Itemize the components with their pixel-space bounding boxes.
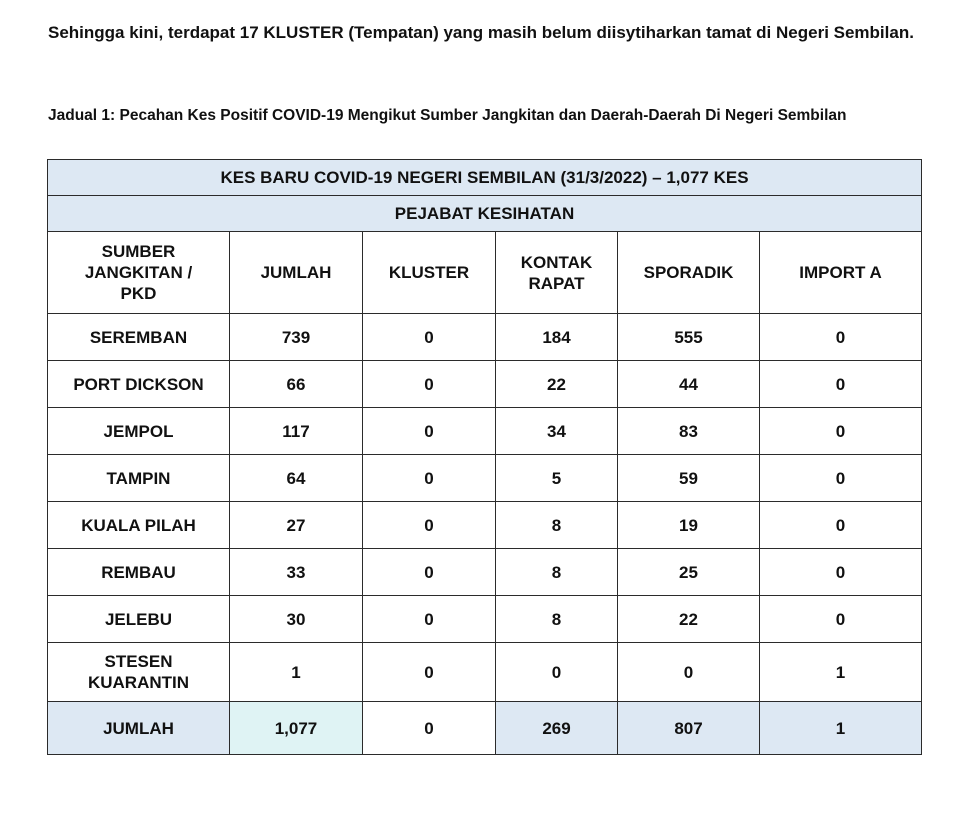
header-kluster: KLUSTER [363,232,496,314]
table-total-row [48,702,922,755]
total-import: 1 [760,702,922,755]
covid-cases-table [47,159,922,755]
cell-sporadik: 22 [618,596,760,643]
table-row [48,455,922,502]
table-subtitle-row [48,196,922,232]
cell-import: 0 [760,361,922,408]
cell-kontak: 8 [496,596,618,643]
cell-kluster: 0 [363,408,496,455]
cell-kluster: 0 [363,596,496,643]
cell-kluster: 0 [363,361,496,408]
cell-kontak: 22 [496,361,618,408]
cell-pkd [48,643,230,702]
header-sporadik: SPORADIK [618,232,760,314]
cell-sporadik: 83 [618,408,760,455]
cell-import: 0 [760,455,922,502]
cell-import: 0 [760,408,922,455]
header-sumber [48,232,230,314]
cell-jumlah: 33 [230,549,363,596]
cell-pkd-line: STESEN [104,652,173,671]
cell-jumlah: 66 [230,361,363,408]
cell-jumlah: 1 [230,643,363,702]
cell-pkd: PORT DICKSON [48,361,230,408]
header-kontak-line: KONTAK [520,252,593,272]
cell-kluster: 0 [363,643,496,702]
cell-sporadik: 19 [618,502,760,549]
total-sporadik: 807 [618,702,760,755]
cell-pkd: TAMPIN [48,455,230,502]
cell-pkd-line: KUARANTIN [87,673,190,692]
cell-kluster: 0 [363,502,496,549]
cell-kluster: 0 [363,314,496,361]
table-row [48,549,922,596]
cell-jumlah: 739 [230,314,363,361]
cell-kluster: 0 [363,549,496,596]
table-row [48,596,922,643]
cell-jumlah: 30 [230,596,363,643]
cell-sporadik: 59 [618,455,760,502]
total-kontak: 269 [496,702,618,755]
header-jumlah: JUMLAH [230,232,363,314]
cell-kontak: 5 [496,455,618,502]
cell-kontak: 8 [496,549,618,596]
total-kluster: 0 [363,702,496,755]
cell-kluster: 0 [363,455,496,502]
cell-kontak: 184 [496,314,618,361]
intro-paragraph: Sehingga kini, terdapat 17 KLUSTER (Tempatan) yang masih belum diisytiharkan tamat di Negeri Sembilan. [48,23,914,42]
cell-sporadik: 0 [618,643,760,702]
table-row [48,314,922,361]
cell-pkd: JELEBU [48,596,230,643]
cell-kontak: 34 [496,408,618,455]
total-label: JUMLAH [48,702,230,755]
table-row [48,361,922,408]
header-kontak-rapat [496,232,618,314]
table-row [48,502,922,549]
table-row [48,408,922,455]
cell-pkd: REMBAU [48,549,230,596]
cell-import: 0 [760,549,922,596]
table-subtitle: PEJABAT KESIHATAN [48,196,922,232]
cell-import: 0 [760,596,922,643]
cell-jumlah: 117 [230,408,363,455]
table-title-row [48,160,922,196]
cell-pkd: JEMPOL [48,408,230,455]
table-title: KES BARU COVID-19 NEGERI SEMBILAN (31/3/2022) – 1,077 KES [48,160,922,196]
cell-kontak: 8 [496,502,618,549]
cell-sporadik: 44 [618,361,760,408]
cell-pkd: KUALA PILAH [48,502,230,549]
total-jumlah: 1,077 [230,702,363,755]
cell-import: 1 [760,643,922,702]
cell-sporadik: 25 [618,549,760,596]
header-sumber-line: SUMBER [101,242,176,261]
cell-pkd: SEREMBAN [48,314,230,361]
cell-sporadik: 555 [618,314,760,361]
cell-jumlah: 64 [230,455,363,502]
table-row-stesen [48,643,922,702]
header-row [48,232,922,314]
cell-jumlah: 27 [230,502,363,549]
cell-import: 0 [760,502,922,549]
header-sumber-line: JANGKITAN / [84,263,193,282]
header-sumber-line: PKD [120,284,157,303]
cell-import: 0 [760,314,922,361]
header-import: IMPORT A [760,232,922,314]
table-caption: Jadual 1: Pecahan Kes Positif COVID-19 Mengikut Sumber Jangkitan dan Daerah-Daerah Di Negeri Sembilan [48,107,847,124]
header-kontak-line: RAPAT [528,273,585,293]
cell-kontak: 0 [496,643,618,702]
